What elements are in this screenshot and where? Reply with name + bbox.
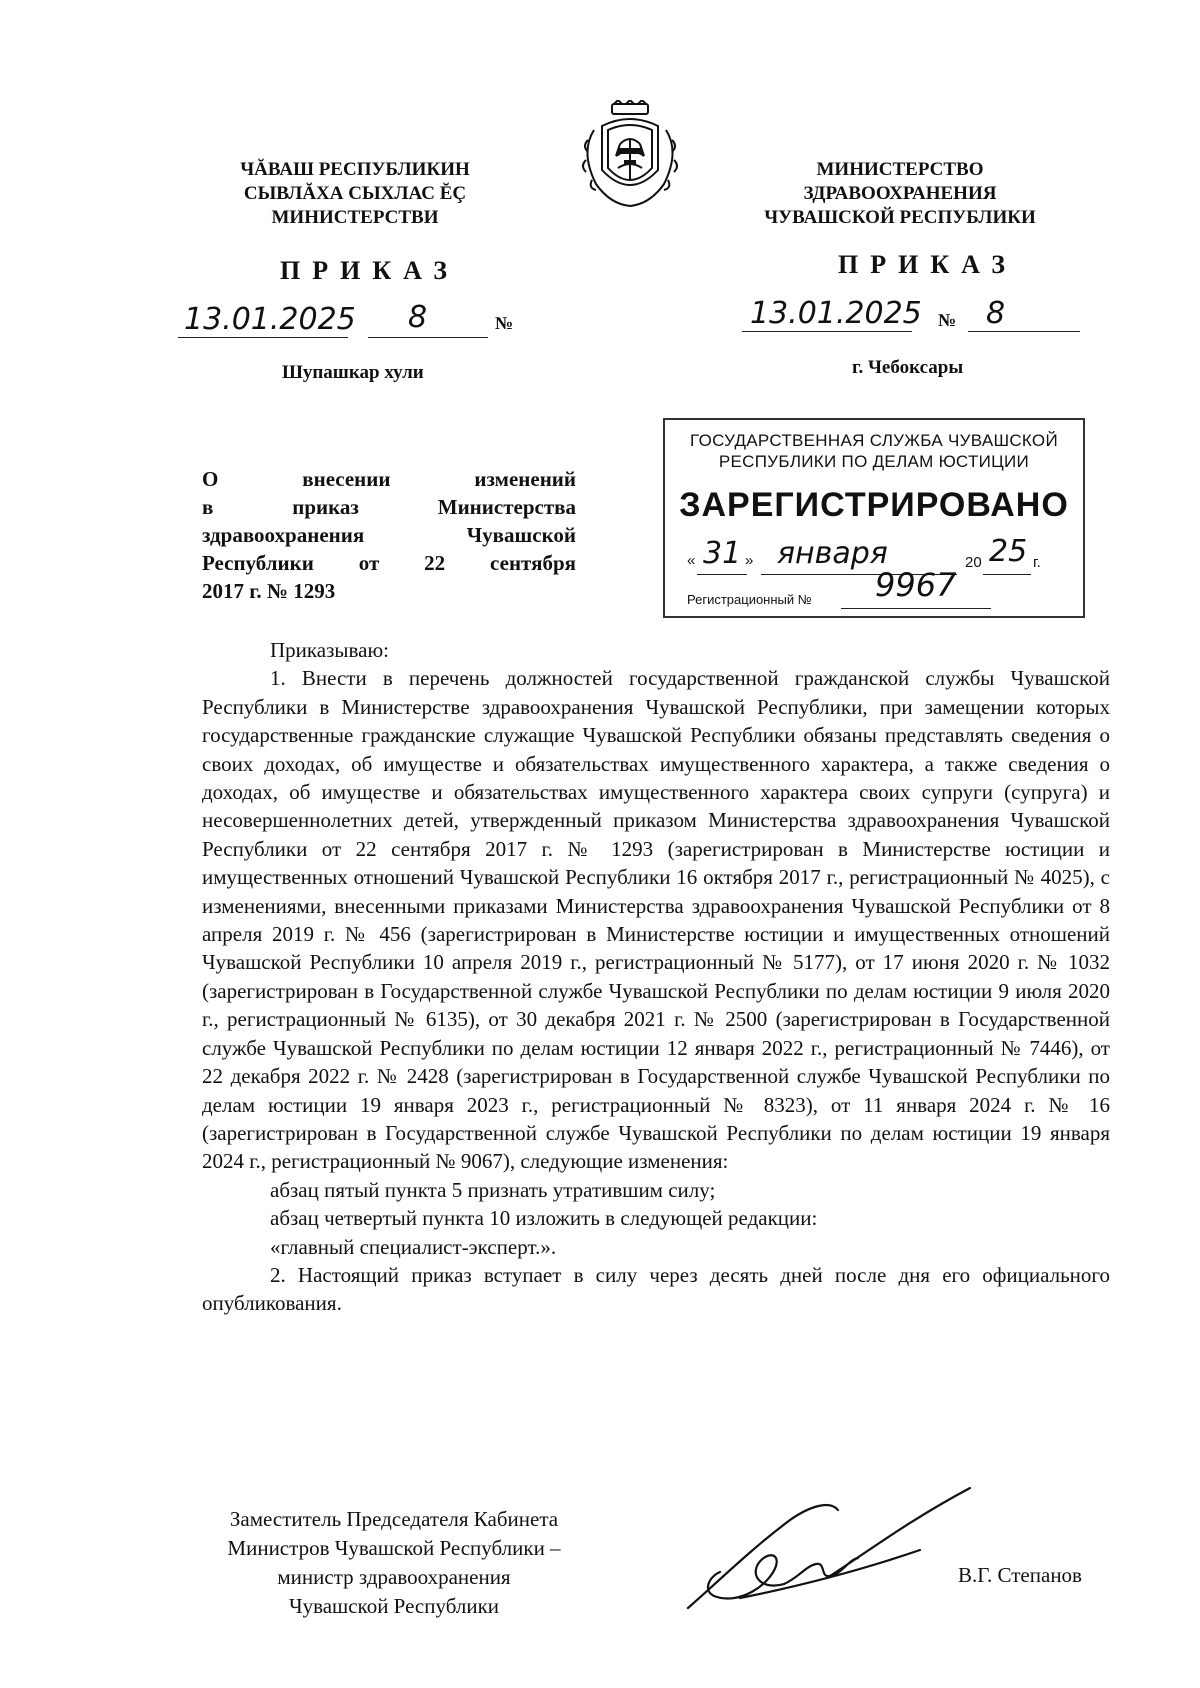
signatory-line-3: министр здравоохранения [277,1565,511,1589]
subject-line-5: 2017 г. № 1293 [202,579,336,603]
header-left-chuvash [190,158,520,230]
stamp-agency-line-2: РЕСПУБЛИКИ ПО ДЕЛАМ ЮСТИЦИИ [718,452,1030,471]
number-underline-right [968,331,1080,332]
stamp-status: ЗАРЕГИСТРИРОВАНО [679,486,1069,524]
handwritten-signature-icon [680,1480,980,1620]
order-title-right: ПРИКАЗ [838,250,1018,279]
header-right-line-3: ЧУВАШСКОЙ РЕСПУБЛИКИ [764,207,1036,228]
order-date-right: 13.01.2025 [750,296,922,331]
header-left-line-2: СЫВЛĂХА СЫХЛАС ĔÇ [243,183,467,204]
body-item-2: 2. Настоящий приказ вступает в силу через десять дней после дня его официального опубликования. [202,1262,1110,1316]
signatory-position [200,1505,588,1621]
stamp-year-underline [983,574,1031,575]
header-right-russian [730,158,1070,230]
stamp-agency [665,430,1083,472]
place-left: Шупашкар хули [282,362,424,383]
date-underline-right [742,331,912,332]
order-body [202,636,1110,1318]
chuvash-coat-of-arms-icon [574,100,686,212]
stamp-quote-close: » [745,552,754,569]
body-subitem-3: «главный специалист-эксперт.». [270,1234,557,1259]
stamp-reg-label: Регистрационный № [687,592,812,607]
header-right-line-2: ЗДРАВООХРАНЕНИЯ [803,183,997,204]
subject-line-2: в приказ Министерства [202,495,576,519]
signatory-line-2: Министров Чувашской Республики – [227,1536,561,1560]
place-right: г. Чебоксары [852,357,964,378]
stamp-year-suffix: 25 [989,534,1028,569]
order-date-left: 13.01.2025 [184,302,356,337]
stamp-day-underline [697,574,747,575]
stamp-year-prefix: 20 [965,554,982,571]
header-left-line-1: ЧĂВАШ РЕСПУБЛИКИН [240,159,470,180]
stamp-day: 31 [703,536,742,571]
order-number-right: 8 [986,296,1006,331]
subject-line-3: здравоохранения Чувашской [202,523,576,547]
body-subitem-1: абзац пятый пункта 5 признать утратившим силу; [270,1177,716,1202]
registration-stamp [663,418,1085,618]
stamp-reg-underline [841,608,991,609]
body-intro: Приказываю: [270,638,389,662]
stamp-agency-line-1: ГОСУДАРСТВЕННАЯ СЛУЖБА ЧУВАШСКОЙ [690,431,1058,450]
body-item-1: 1. Внести в перечень должностей государственной гражданской службы Чувашской Республики в Министерстве здравоохранения Чувашской Республики, при замещении которых государственные гражданские служащие Чувашской Республики обязаны представлять сведения о своих доходах, об имуществе и обязательствах имущественного характера, а также сведения о доходах, об имуществе и обязательствах имущественного характера своих супруги (супруга) и несовершеннолетних детей, утвержденный приказом Министерства здравоохранения Чувашской Республики от 22 сентября 2017 г. № 1293 (зарегистрирован в Министерстве юстиции и имущественных отношений Чувашской Республики 16 октября 2017 г., регистрационный № 4025), с изменениями, внесенными приказами Министерства здравоохранения Чувашской Республики от 8 апреля 2019 г. № 456 (зарегистрирован в Министерстве юстиции и имущественных отношений Чувашской Республики 10 апреля 2019 г., регистрационный № 5177), от 17 июня 2020 г. № 1032 (зарегистрирован в Государственной службе Чувашской Республики по делам юстиции 9 июля 2020 г., регистрационный № 6135), от 30 декабря 2021 г. № 2500 (зарегистрирован в Государственной службе Чувашской Республики по делам юстиции 12 января 2022 г., регистрационный № 7446), от 22 декабря 2022 г. № 2428 (зарегистрирован в Государственной службе Чувашской Республики по делам юстиции 19 января 2023 г., регистрационный № 8323), от 11 января 2024 г. № 16 (зарегистрирован в Государственной службе Чувашской Республики по делам юстиции 19 января 2024 г., регистрационный № 9067), следующие изменения: [202,666,1110,1174]
stamp-year-end: г. [1033,554,1041,571]
order-number-left: 8 [408,300,428,335]
stamp-regnum-row [683,566,1073,612]
number-label-left: № [495,313,514,333]
header-left-line-3: МИНИСТЕРСТВИ [271,207,439,228]
subject-line-4: Республики от 22 сентября [202,551,576,575]
subject-line-1: О внесении изменений [202,467,576,491]
stamp-quote-open: « [687,552,696,569]
body-subitem-2: абзац четвертый пункта 10 изложить в следующей редакции: [270,1206,818,1231]
stamp-reg-number: 9967 [875,566,957,604]
date-underline-left [178,337,348,338]
order-title-left: ПРИКАЗ [280,256,460,285]
signatory-line-4: Чувашской Республики [288,1594,500,1618]
number-underline-left [368,337,488,338]
stamp-month: января [777,536,888,571]
signatory-name: В.Г. Степанов [958,1563,1082,1587]
order-subject [202,465,576,605]
signatory-line-1: Заместитель Председателя Кабинета [229,1507,559,1531]
header-right-line-1: МИНИСТЕРСТВО [816,159,984,180]
number-label-right: № [938,310,957,330]
